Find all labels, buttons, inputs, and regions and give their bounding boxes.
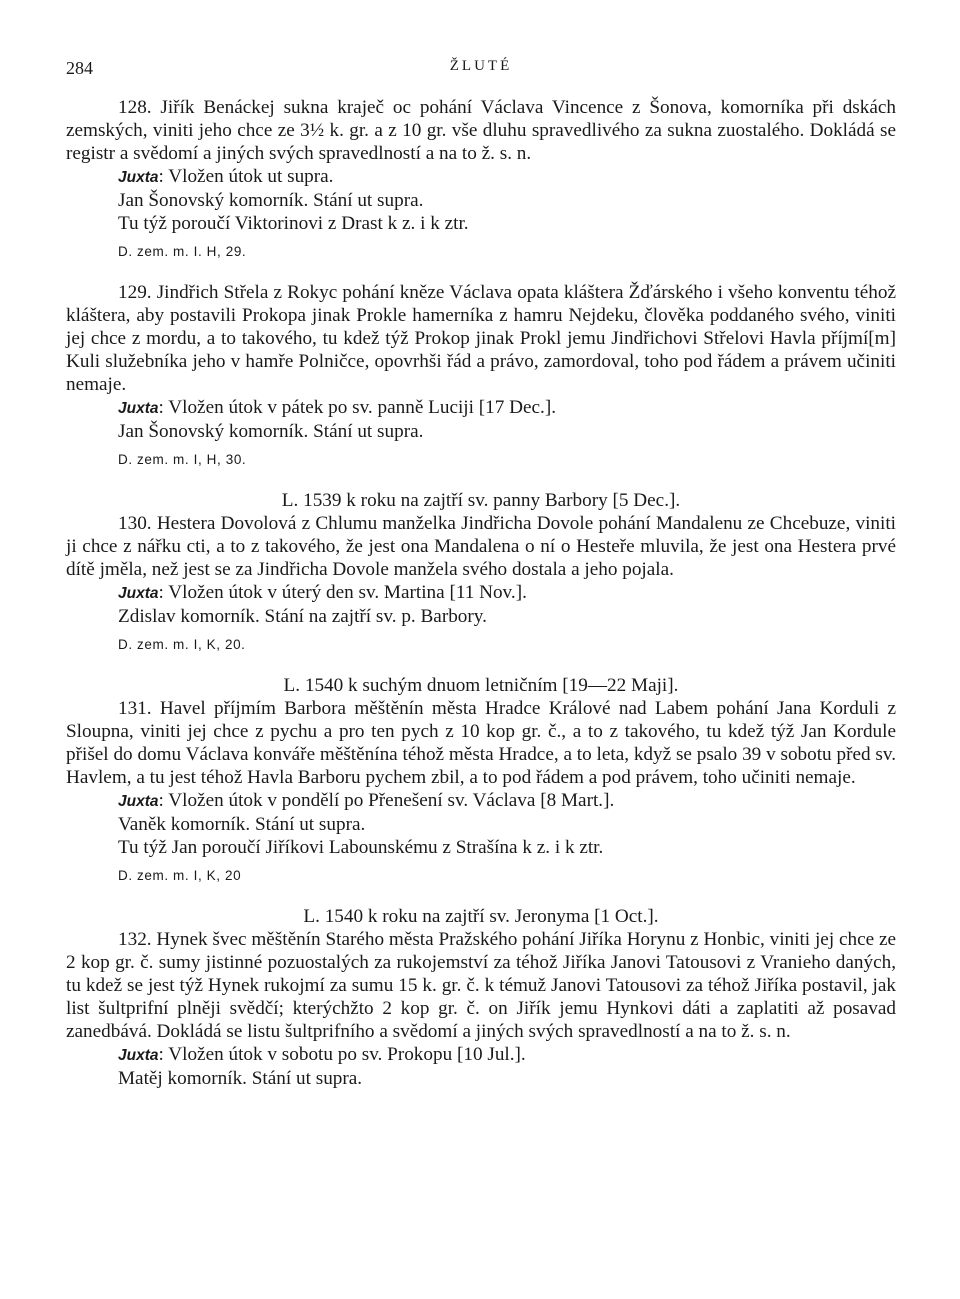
juxta-line (66, 165, 896, 189)
running-title: ŽLUTÉ (449, 58, 513, 74)
entry (66, 471, 896, 656)
page-number: 284 (66, 58, 93, 78)
source-reference: D. zem. m. I. H, 29. (118, 244, 247, 259)
year-heading: L. 1539 k roku na zajtří sv. panny Barbory [5 Dec.]. (281, 490, 681, 511)
note-line: Matěj komorník. Stání ut supra. (118, 1068, 363, 1089)
juxta-text: : Vložen útok v úterý den sv. Martina [11 Nov.]. (158, 582, 527, 603)
juxta-text: : Vložen útok v sobotu po sv. Prokopu [10 Jul.]. (158, 1044, 526, 1065)
juxta-label: Juxta (118, 585, 159, 602)
source-reference: D. zem. m. I, K, 20. (118, 637, 246, 652)
note-line: Jan Šonovský komorník. Stání ut supra. (118, 190, 424, 211)
note-line: Vaněk komorník. Stání ut supra. (118, 814, 366, 835)
juxta-line (66, 396, 896, 420)
entry-text: 131. Havel příjmím Barbora měštěnín města Hradce Králové nad Labem pohání Jana Korduli z Sloupna, viniti jej chce z pychu a pro ten pych z 10 kop gr. č., a to z takového, tu kdež týž Jan Kordule přišel do domu Václava konváře měštěnína téhož města Hradce, a to leta, když se psalo 39 v sobotu před sv. Havlem, a tu jest téhož Havla Barboru pychem zbil, a to pod řádem a pod právem, toho učiniti nemaje. (66, 698, 896, 788)
entry-text: 128. Jiřík Benáckej sukna kraječ oc pohání Václava Vincence z Šonova, komorníka při dskách zemských, viniti jeho chce ze 3½ k. gr. a z 10 gr. vše dluhu spravedlivého za sukna zuostalého. Dokládá se registr a svědomí a jiných svých spravedlností a na to ž. s. n. (66, 97, 896, 164)
juxta-text: : Vložen útok ut supra. (158, 166, 334, 187)
year-heading: L. 1540 k suchým dnuom letničním [19—22 Maji]. (283, 675, 679, 696)
document-body (66, 96, 896, 1090)
entry (66, 656, 896, 887)
document-page (66, 58, 896, 1090)
entry-text: 132. Hynek švec měštěnín Starého města Pražského pohání Jiříka Horynu z Honbic, viniti jej chce ze 2 kop gr. č. sumy jistinné pozuostalých za rukojemství za téhož Jiříka Janovi Tatousovi z Vranieho daných, tu kdež se jest týž Hynek rukojmí za sumu 15 k. gr. č. k témuž Janovi Tatousovi za téhož Jiříka postavil, jak list šultprifní plněji svědčí; kterýchžto 2 kop gr. č. on Jiřík jemu Hynkovi dáti a zaplatiti až posavad zanedbává. Dokládá se listu šultprifního a svědomí a jiných svých spravedlností a na to ž. s. n. (66, 929, 896, 1042)
note-line: Zdislav komorník. Stání na zajtří sv. p. Barbory. (118, 606, 487, 627)
juxta-line (66, 789, 896, 813)
entry (66, 887, 896, 1090)
juxta-label: Juxta (118, 1047, 159, 1064)
juxta-text: : Vložen útok v pondělí po Přenešení sv. Václava [8 Mart.]. (158, 790, 615, 811)
juxta-line (66, 581, 896, 605)
source-reference: D. zem. m. I, K, 20 (118, 868, 242, 883)
entry-text: 130. Hestera Dovolová z Chlumu manželka Jindřicha Dovole pohání Mandalenu ze Chcebuze, viniti ji chce z nářku cti, a to z takového, že jest ona Mandalena o ní o Hesteře mluvila, že jest ona Hestera prvé dítě jměla, než jest se za Jindřicha Dovole manžela svého dostala a jeho pojala. (66, 513, 896, 580)
juxta-label: Juxta (118, 400, 159, 417)
juxta-text: : Vložen útok v pátek po sv. panně Luciji [17 Dec.]. (158, 397, 557, 418)
entry-text: 129. Jindřich Střela z Rokyc pohání kněze Václava opata kláštera Žďárského i všeho konventu téhož kláštera, aby postavili Prokopa jinak Prokle hamerníka z hamru Nejdeku, člověka poddaného svého, viniti jej chce z mordu, a to takového, tu kdež týž Prokop jinak Prokl jemu Jindřichovi Střelovi Havla příjmí[m] Kuli služebníka jeho v hamře Polničce, opovrhši řád a právo, zamordoval, toho pod řádem a právem učiniti nemaje. (66, 282, 896, 395)
entry (66, 96, 896, 263)
note-line: Jan Šonovský komorník. Stání ut supra. (118, 421, 424, 442)
note-line: Tu týž poroučí Viktorinovi z Drast k z. i k ztr. (118, 213, 469, 234)
juxta-label: Juxta (118, 793, 159, 810)
entry (66, 263, 896, 471)
note-line: Tu týž Jan poroučí Jiříkovi Labounskému z Strašína k z. i k ztr. (118, 837, 604, 858)
juxta-label: Juxta (118, 169, 159, 186)
page-header (66, 58, 896, 84)
source-reference: D. zem. m. I, H, 30. (118, 452, 247, 467)
juxta-line (66, 1043, 896, 1067)
year-heading: L. 1540 k roku na zajtří sv. Jeronyma [1 Oct.]. (303, 906, 659, 927)
